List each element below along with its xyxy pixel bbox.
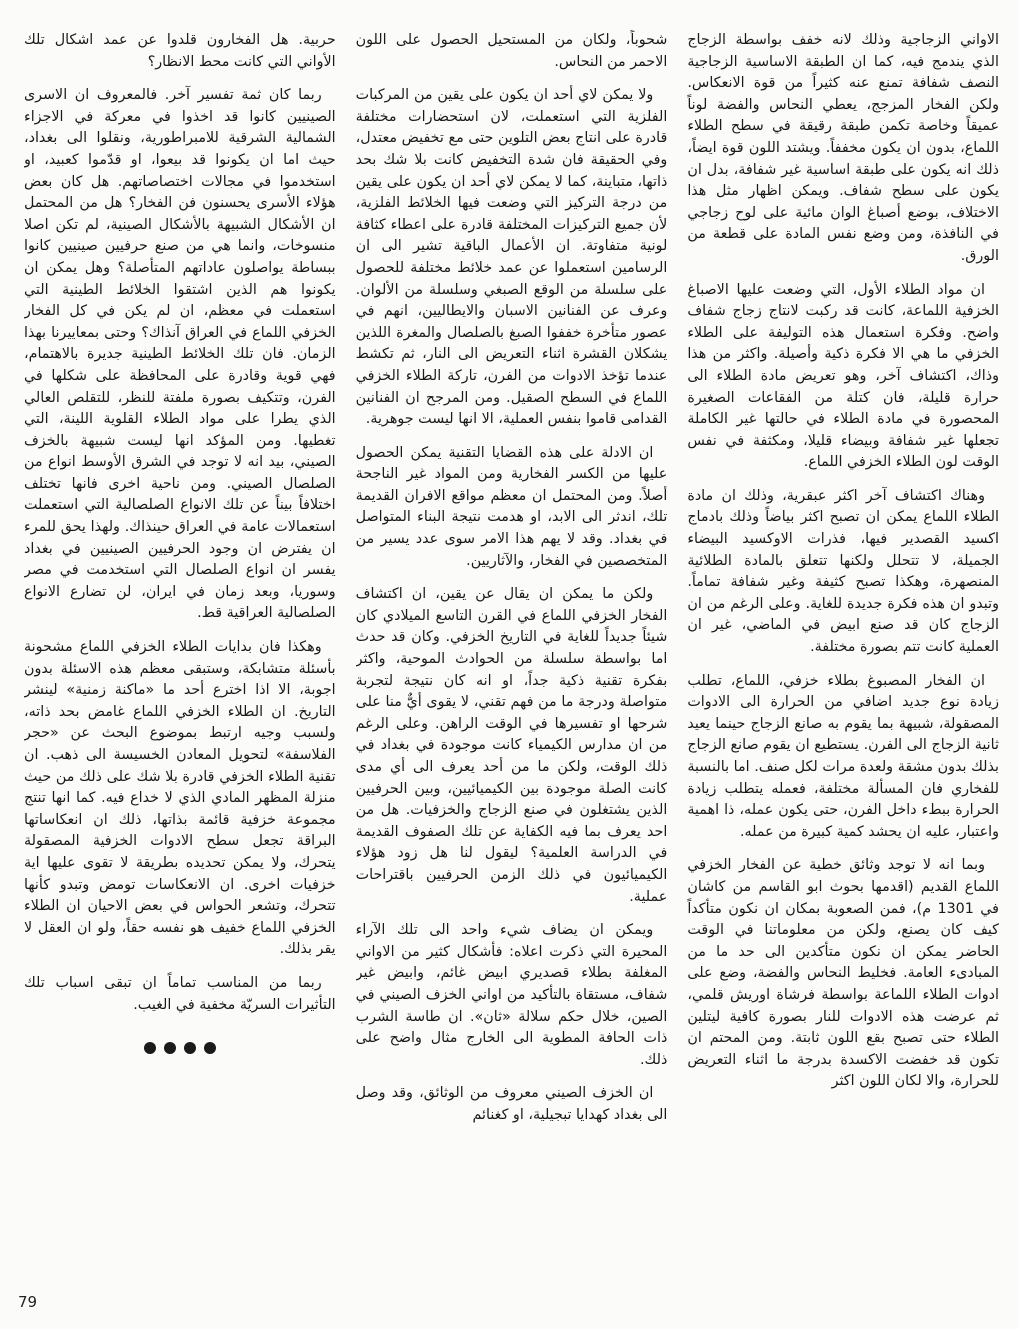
column-left (24, 30, 336, 1299)
column-middle (356, 30, 668, 1299)
paragraph: وهناك اكتشاف آخر اكثر عبقرية، وذلك ان مادة الطلاء اللماع يمكن ان تصبح اكثر بياضاً وذلك بادماج اكسيد القصدير فيها، فذرات الاوكسيد البيضاء الجميلة، لا تتحلل ولكنها تتعلق بالمادة الطلائية المنصهرة، وهكذا تصبح كثيفة وغير شفافة تماماً. وتبدو ان هذه فكرة جديدة للغاية. وعلى الرغم من ان الزجاج كان قد صنع ابيض في الماضي، غير ان العملية كانت تتم بصورة مختلفة. (687, 487, 999, 656)
paragraph: ان الفخار المصبوغ بطلاء خزفي، اللماع، تطلب زيادة نوع جديد اضافي من الحرارة الى الادوات المصقولة، شبيهة بما يقوم به صانع الزجاج حينما يعيد ثانية الزجاج الى الفرن. يستطيع ان يقوم صانع الزجاج بذلك بدون مشقة ولعدة مرات لكل صنف. اما بالنسبة للفخاري فان المسألة مختلفة، فعمله يتطلب زيادة الحرارة ببطء داخل الفرن، حتى يكون عمله، ذا اهمية واعتبار، عليه ان يحشد كمية كبيرة من عمله. (687, 672, 999, 840)
bullet-dot-icon (184, 1042, 196, 1054)
paragraph: ولكن ما يمكن ان يقال عن يقين، ان اكتشاف الفخار الخزفي اللماع في القرن التاسع الميلادي كان شيئاً جديداً للغاية في التاريخ الخزفي. وكان قد حدث اما بواسطة سلسلة من الحوادث الموحية، واكثر بفكرة تقنية ذكية جداً، او انه كان نتيجة لتجربة متواصلة ودرجة ما من فهم تقني، لا يقوى أيٌّ منا على شرحها او تفسيرها في الوقت الراهن. وعلى الرغم من ان مدارس الكيمياء كانت موجودة في بغداد في ذلك الوقت، ولكن ما من أحد يعرف الى أي مدى كانت الصلة موجودة بين الكيميائيين، وبين الحرفيين الذين يشتغلون في صنع الزجاج والخزفيات. هل من احد يعرف بما فيه الكفاية عن تلك الصفوف القديمة في الدراسة العلمية؟ ليقول لنا هل زود هؤلاء الكيميائيون في ذلك الزمن الحرفيين باقتراحات عملية. (355, 586, 668, 905)
bullet-dot-icon (144, 1042, 156, 1054)
page-number: 79 (18, 1293, 38, 1311)
column-right (687, 30, 999, 1299)
paragraph: ان مواد الطلاء الأول، التي وضعت عليها الاصباغ الخزفية اللماعة، كانت قد ركبت لانتاج زجاج شفاف واضح. وفكرة استعمال هذه التوليفة على الطلاء الخزفي ما هي الا فكرة ذكية وأصيلة. واكثر من هذا وذاك، اكتشاف آخر، وهو تعريض مادة الطلاء الى حرارة قليلة، فان كتلة من الفقاعات الصغيرة المحصورة في مادة الطلاء في حالتها غير الكاملة تجعلها غير شفافة وبيضاء قليلا، ومكثفة في نفس الوقت لون الطلاء الخزفي اللماع. (687, 281, 999, 471)
bullet-dot-icon (164, 1042, 176, 1054)
paragraph: الاواني الزجاجية وذلك لانه خفف بواسطة الزجاج الذي يندمج فيه، كما ان الطبقة الاساسية الزجاجية النصف شفافة تمنع عنه كثيراً من قوة الانعكاس. ولكن الفخار المزجج، يعطي النحاس والفضة لوناً عميقاً وخاصة تكمن طبقة رقيقة في سطح الطلاء اللماع، بدون ان يكون مخففاً. ويشتد اللون قوة ايضاً، ذلك انه يكون على طبقة اساسية غير شفافة، بدل ان يكون على سطح شفاف. ويمكن اظهار مثل هذا الاختلاف، بوضع أصباغ الوان مائية على لوح زجاجي في النافذة، ومن وضع نفس المادة على قطعة من الورق. (687, 32, 999, 264)
paragraph: ويمكن ان يضاف شيء واحد الى تلك الآراء المحيرة التي ذكرت اعلاه: فأشكال كثير من الاواني المغلفة بطلاء قصديري ابيض غائم، وابيض غير شفاف، مستقاة بالتأكيد من اواني الخزف الصيني في الصين، خلال حكم سلالة «ثان». ان طاسة الشرب ذات الحافة المطوية الى الخارج مثال واضح على ذلك. (355, 922, 668, 1068)
paragraph: ربما كان ثمة تفسير آخر. فالمعروف ان الاسرى الصينيين كانوا قد اخذوا في معركة في الاجزاء الشمالية الشرقية للامبراطورية، ونقلوا الى بغداد، حيث اما ان يكونوا قد بيعوا، او قدّموا كعبيد، او استخدموا في مجالات اختصاصاتهم. هل كان بعض هؤلاء الأسرى يحسنون فن الفخار؟ هل من المحتمل ان الأشكال الشبيهة بالأشكال الصينية، لم تكن اصلا منسوخات، وانما هي من صنع حرفيين صينيين كانوا ببساطة يواصلون عاداتهم المتأصلة؟ وهل يمكن ان يكونوا هم الذين اشتقوا الخلائط الطينية التي استعملت في معظم، ان لم يكن في كل الفخار الخزفي اللماع في العراق آنذاك؟ وحتى بمعاييرنا بهذا الزمان. فان تلك الخلائط الطينية جديرة بالاهتمام، فهي قوية وقادرة على المحافظة على شكلها في الفرن، وتتكيف بصورة ملفتة للنظر، للتقلص العالي الذي يطرا على مواد الطلاء القلوية اللينة، التي تغطيها. ومن المؤكد انها ليست شبيهة بالخزف الصيني، بيد انه لا توجد في الشرق الأوسط انواع من الصلصال الصيني. ومن ناحية اخرى فانها تختلف اختلافاً بيناً عن تلك الانواع الصلصالية التي استعملت استعمالات عامة في العراق حينذاك. ولهذا يحق للمرء ان يفترض ان وجود الحرفيين الصينيين في بغداد يفسر ان انواع الصلصال التي استخدمت في مصر وسوريا، وبعد زمان في ايران، لن تضارع الانواع الصلصالية العراقية قط. (23, 87, 336, 622)
paragraph: حربية. هل الفخارون قلدوا عن عمد اشكال تلك الأواني التي كانت محط الانظار؟ (23, 32, 336, 70)
paragraph: شحوباً، ولكان من المستحيل الحصول على اللون الاحمر من النحاس. (355, 32, 668, 70)
paragraph: ولا يمكن لاي أحد ان يكون على يقين من المركبات الفلزية التي استعملت، لان استحضارات مختلفة قادرة على انتاج بعض التلوين حتى مع تخفيض معتدل، وفي الحقيقة فان شدة التخفيض كانت بلا شك بحد ذاتها، متباينة، كما لا يمكن لاي أحد ان يكون على يقين من درجة التركيز التي وضعت فيها الخلائط الفلزية، لأن جميع التركيزات المختلفة قادرة على اعطاء كثافة لونية متفاوتة. ان الأعمال الباقية تشير الى ان الرسامين استعملوا عن عمد خلائط مختلفة للحصول على سلسلة من الوقع الصبغي وسلسلة من الألوان. وعرف عن الفنانين الاسبان والايطاليين، انهم في عصور متأخرة خففوا الصبغ بالصلصال والمغرة اللذين يشكلان القشرة اثناء التعريض الى النار، ثم تكشط عندما تؤخذ الادوات من الفرن، تاركة الطلاء الخزفي اللماع في السطح الصقيل. ومن المرجح ان الفنانين القدامى قاموا بنفس العملية، الا انها ليست جوهرية. (355, 87, 668, 428)
paragraph: ان الادلة على هذه القضايا التقنية يمكن الحصول عليها من الكسر الفخارية ومن المواد غير الناجحة أصلاً. ومن المحتمل ان معظم مواقع الافران القديمة تلك، اندثر الى الابد، او هدمت نتيجة البناء المتواصل في بغداد. وقد لا يهم هذا الامر سوى عدد يسير من المتخصصين في الفخار، والآثاريين. (355, 444, 668, 569)
paragraph: ربما من المناسب تماماً ان تبقى اسباب تلك التأثيرات السريّة مخفية في الغيب. (23, 974, 336, 1013)
paragraph: وبما انه لا توجد وثائق خطية عن الفخار الخزفي اللماع القديم (اقدمها بحوث ابو القاسم من كاشان في 1301 م)، فمن الصعوبة بمكان ان نكون متأكداً كيف كان يصنع، ولكن من معلوماتنا في الوقت الحاضر يمكن ان نكون متأكدين الى حد ما من المبادىء العامة. فخليط النحاس والفضة، وضع على ادوات الطلاء اللماعة بواسطة فرشاة اوريش قلمي، ثم عرضت هذه الادوات للنار بصورة كافية ليتلين الطلاء حتى تصبح بقع اللون ثابتة. ومن المحتم ان تكون قد خفضت الاكسدة بدرجة ما اثناء التعريض للحرارة، والا لكان اللون اكثر (687, 857, 999, 1090)
paragraph: وهكذا فان بدايات الطلاء الخزفي اللماع مشحونة بأسئلة متشابكة، وستبقى معظم هذه الاسئلة بدون اجوبة، الا اذا اخترع أحد ما «ماكنة زمنية» لينشر التاريخ. ان الطلاء الخزفي اللماع غامض بحد ذاته، ولسبب وجيه ارتبط بموضوع البحث عن «حجر الفلاسفة» لتحويل المعادن الخسيسة الى ذهب. ان تقنية الطلاء الخزفي قادرة بلا شك على ذلك من حيث منزلة المظهر المادي الذي لا خداع فيه. كما انها تنتج مجموعة خزفية قائمة بذاتها، ذلك ان انعكاساتها البراقة تجعل سطح الادوات الخزفية المصقولة يتحرك، ولا يمكن تحديده بطريقة لا تقوى عليها اية خزفيات اخرى. ان الانعكاسات تومض وتبدو كأنها تتحرك، وتشعر الحواس في بعض الاحيان ان الطلاء الخزفي اللماع خفيف هو نفسه حقاً، ولو ان العقل لا يقر بذلك. (23, 639, 336, 958)
end-of-article-marker (24, 1042, 216, 1054)
bullet-dot-icon (204, 1042, 216, 1054)
text-columns (24, 30, 999, 1299)
paragraph: ان الخزف الصيني معروف من الوثائق، وقد وصل الى بغداد كهدايا تبجيلية، او كغنائم (355, 1085, 668, 1123)
